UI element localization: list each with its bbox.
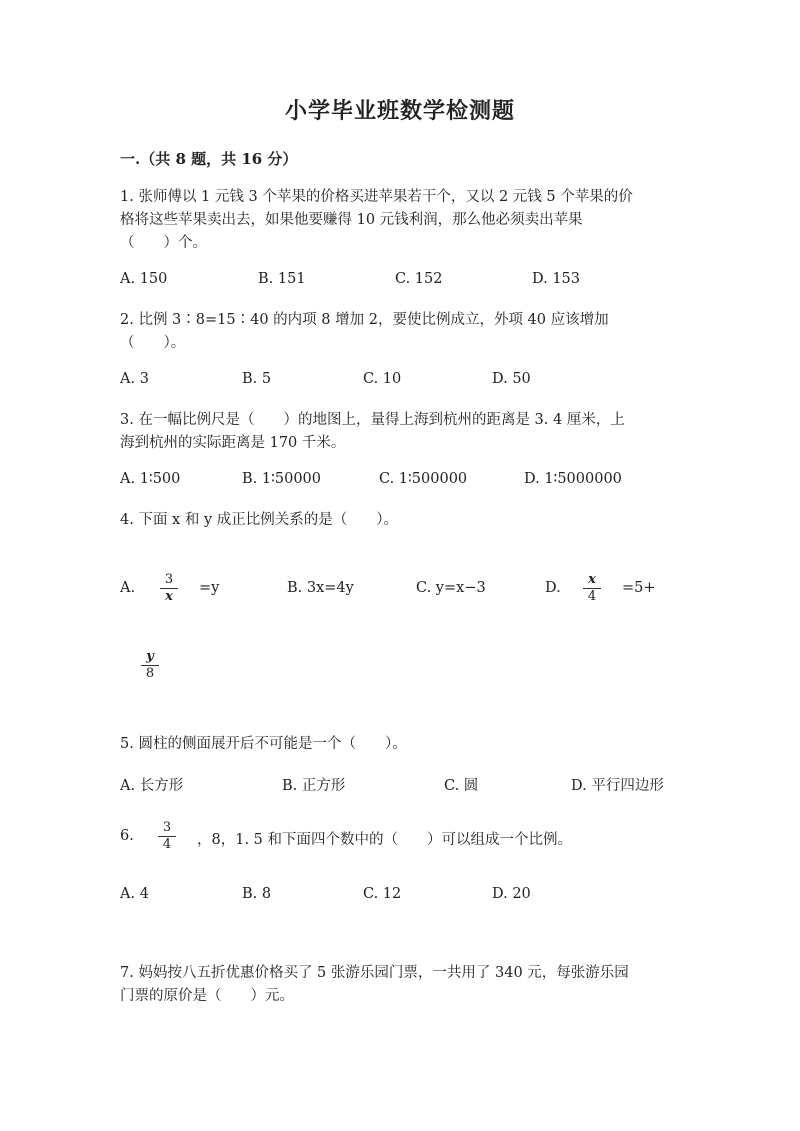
q3-option-b: B. 1∶50000 xyxy=(242,471,321,487)
q4-option-c: C. y=x−3 xyxy=(416,580,486,596)
q2-option-c: C. 10 xyxy=(363,371,402,387)
q6-fraction-denominator: 4 xyxy=(162,837,172,852)
q4-option-d-tail: =5+ xyxy=(622,580,656,596)
q4-option-a-denominator: x xyxy=(165,589,173,604)
question-1-line-1: 1. 张师傅以 1 元钱 3 个苹果的价格买进苹果若干个，又以 2 元钱 5 个苹果的价 xyxy=(120,189,633,205)
q4-option-d-fraction-2-numerator: y xyxy=(146,649,154,664)
q6-option-a: A. 4 xyxy=(120,886,149,902)
q1-option-a: A. 150 xyxy=(120,271,168,287)
q4-option-a-numerator: 3 xyxy=(164,572,174,587)
q3-option-a: A. 1∶500 xyxy=(120,471,181,487)
question-1 xyxy=(120,186,680,255)
page-title: 小学毕业班数学检测题 xyxy=(284,98,515,124)
q1-option-c: C. 152 xyxy=(395,271,443,287)
q4-option-a-fraction xyxy=(160,573,178,604)
q2-option-b: B. 5 xyxy=(242,371,272,387)
q4-option-d-fraction-2 xyxy=(141,650,159,681)
question-6-text: ，8，1. 5 和下面四个数中的（ ）可以组成一个比例。 xyxy=(197,832,573,848)
question-3-line-1: 3. 在一幅比例尺是（ ）的地图上，量得上海到杭州的距离是 3. 4 厘米，上 xyxy=(120,412,625,428)
q2-option-a: A. 3 xyxy=(120,371,149,387)
q6-fraction-numerator: 3 xyxy=(162,820,172,835)
section-heading: 一.（共 8 题，共 16 分） xyxy=(120,150,298,168)
q4-option-d-fraction xyxy=(583,573,601,604)
question-7-line-2: 门票的原价是（ ）元。 xyxy=(120,988,294,1004)
q4-option-a-label: A. xyxy=(120,580,136,596)
q6-option-b: B. 8 xyxy=(242,886,272,902)
question-3-line-2: 海到杭州的实际距离是 170 千米。 xyxy=(120,435,346,451)
q3-option-d: D. 1∶5000000 xyxy=(524,471,622,487)
q6-option-d: D. 20 xyxy=(492,886,531,902)
question-5: 5. 圆柱的侧面展开后不可能是一个（ ）。 xyxy=(120,736,407,752)
question-1-line-3: （ ）个。 xyxy=(120,235,207,251)
q4-option-a-tail: =y xyxy=(199,580,220,596)
q5-option-d: D. 平行四边形 xyxy=(571,778,664,794)
question-4: 4. 下面 x 和 y 成正比例关系的是（ ）。 xyxy=(120,512,398,528)
q4-option-d-label: D. xyxy=(545,580,561,596)
question-2-line-1: 2. 比例 3∶8=15∶40 的内项 8 增加 2，要使比例成立，外项 40 应该增加 xyxy=(120,312,609,328)
q4-option-d-numerator: x xyxy=(588,572,596,587)
q5-option-a: A. 长方形 xyxy=(120,778,184,794)
q3-option-c: C. 1∶500000 xyxy=(379,471,468,487)
q4-option-b: B. 3x=4y xyxy=(287,580,354,596)
q4-option-d-fraction-2-denominator: 8 xyxy=(145,666,155,681)
q4-option-d-denominator: 4 xyxy=(587,589,597,604)
question-1-line-2: 格将这些苹果卖出去，如果他要赚得 10 元钱利润，那么他必须卖出苹果 xyxy=(120,212,583,228)
question-2-line-2: （ ）。 xyxy=(120,335,186,351)
q6-option-c: C. 12 xyxy=(363,886,402,902)
q1-option-d: D. 153 xyxy=(532,271,581,287)
question-2 xyxy=(120,309,680,355)
q5-option-b: B. 正方形 xyxy=(282,778,346,794)
question-6-label: 6. xyxy=(120,828,134,844)
q2-option-d: D. 50 xyxy=(492,371,531,387)
q6-fraction xyxy=(158,821,176,852)
q5-option-c: C. 圆 xyxy=(444,778,479,794)
question-3 xyxy=(120,409,680,455)
q1-option-b: B. 151 xyxy=(258,271,306,287)
question-7 xyxy=(120,962,680,1008)
question-7-line-1: 7. 妈妈按八五折优惠价格买了 5 张游乐园门票，一共用了 340 元，每张游乐园 xyxy=(120,965,629,981)
